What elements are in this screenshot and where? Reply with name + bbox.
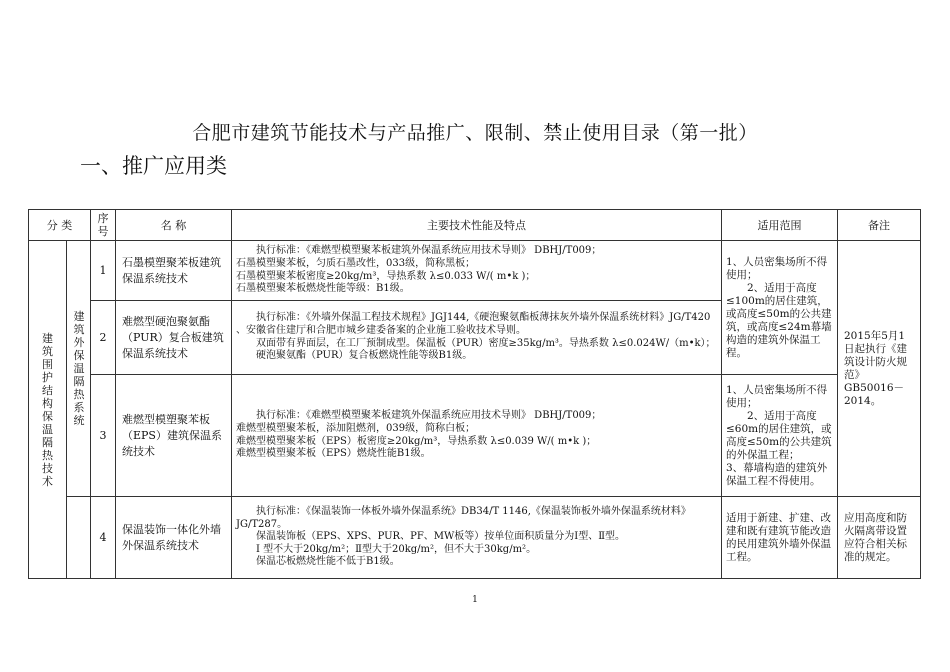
page-number: 1 bbox=[472, 595, 478, 605]
document-title: 合肥市建筑节能技术与产品推广、限制、禁止使用目录（第一批） bbox=[192, 122, 758, 144]
catalog-table bbox=[28, 209, 921, 579]
section-heading: 一、推广应用类 bbox=[80, 154, 227, 178]
category-cell: 建筑围护结构保温隔热技术 bbox=[29, 241, 67, 579]
subcategory-cell-empty bbox=[67, 497, 91, 579]
table-row bbox=[29, 497, 921, 579]
row-features: 执行标准：《难燃型模塑聚苯板建筑外保温系统应用技术导则》 DBHJ/T009； 石墨模塑聚苯板，匀质石墨改性，033级，简称黑板； 石墨模塑聚苯板密度≥20kg/m³，导热系数 λ≤0.033 W/( m•k )； 石墨模塑聚苯板燃烧性能等级：B1级。 bbox=[232, 241, 722, 301]
row-number: 1 bbox=[91, 241, 116, 301]
header-name: 名 称 bbox=[116, 210, 232, 241]
table-row bbox=[29, 241, 921, 301]
header-scope: 适用范围 bbox=[722, 210, 838, 241]
scope-cell: 适用于新建、扩建、改建和既有建筑节能改造的民用建筑外墙外保温工程。 bbox=[722, 497, 838, 579]
subcategory-cell: 建筑外保温隔热系统 bbox=[67, 241, 91, 497]
row-features: 执行标准：《外墙外保温工程技术规程》JGJ144,《硬泡聚氨酯板薄抹灰外墙外保温系统材料》JG/T420 、安徽省住建厅和合肥市城乡建委备案的企业施工验收技术导则。 双面带有界面层，在工厂预制成型。保温板（PUR）密度≥35kg/m³。导热系数 λ≤0.024W/（m•k）； 硬泡聚氨酯（PUR）复合板燃烧性能等级B1级。 bbox=[232, 301, 722, 375]
scope-cell: 1、人员密集场所不得使用； 2、适用于高度≤60m的居住建筑，或高度≤50m的公共建筑的外保温工程； 3、幕墙构造的建筑外保温工程不得使用。 bbox=[722, 375, 838, 497]
row-features: 执行标准：《保温装饰一体板外墙外保温系统》DB34/T 1146,《保温装饰板外墙外保温系统材料》 JG/T287。 保温装饰板（EPS、XPS、PUR、PF、MW板等）按单位面积质量分为Ⅰ型、Ⅱ型。 Ⅰ 型不大于20kg/m²；Ⅱ型大于20kg/m²，但不大于30kg/m²。 保温芯板燃烧性能不低于B1级。 bbox=[232, 497, 722, 579]
header-note: 备注 bbox=[838, 210, 921, 241]
row-name: 保温装饰一体化外墙外保温系统技术 bbox=[116, 497, 232, 579]
header-seq: 序号 bbox=[91, 210, 116, 241]
row-number: 3 bbox=[91, 375, 116, 497]
note-cell: 2015年5月1日起执行《建筑设计防火规范》GB50016－2014。 bbox=[838, 241, 921, 497]
row-number: 2 bbox=[91, 301, 116, 375]
row-number: 4 bbox=[91, 497, 116, 579]
header-category: 分 类 bbox=[29, 210, 91, 241]
row-name: 石墨模塑聚苯板建筑保温系统技术 bbox=[116, 241, 232, 301]
scope-cell: 1、人员密集场所不得使用； 2、适用于高度≤100m的居住建筑，或高度≤50m的公共建筑，或高度≤24m幕墙构造的建筑外保温工程。 bbox=[722, 241, 838, 375]
note-cell: 应用高度和防火隔离带设置应符合相关标准的规定。 bbox=[838, 497, 921, 579]
row-name: 难燃型模塑聚苯板（EPS）建筑保温系统技术 bbox=[116, 375, 232, 497]
row-features: 执行标准：《难燃型模塑聚苯板建筑外保温系统应用技术导则》 DBHJ/T009； 难燃型模塑聚苯板，添加阻燃剂，039级，简称白板； 难燃型模塑聚苯板（EPS）板密度≥20kg/m³，导热系数 λ≤0.039 W/( m•k )； 难燃型模塑聚苯板（EPS）燃烧性能B1级。 bbox=[232, 375, 722, 497]
row-name: 难燃型硬泡聚氨酯（PUR）复合板建筑保温系统技术 bbox=[116, 301, 232, 375]
header-features: 主要技术性能及特点 bbox=[232, 210, 722, 241]
table-header-row bbox=[29, 210, 921, 241]
table-row bbox=[29, 375, 921, 497]
